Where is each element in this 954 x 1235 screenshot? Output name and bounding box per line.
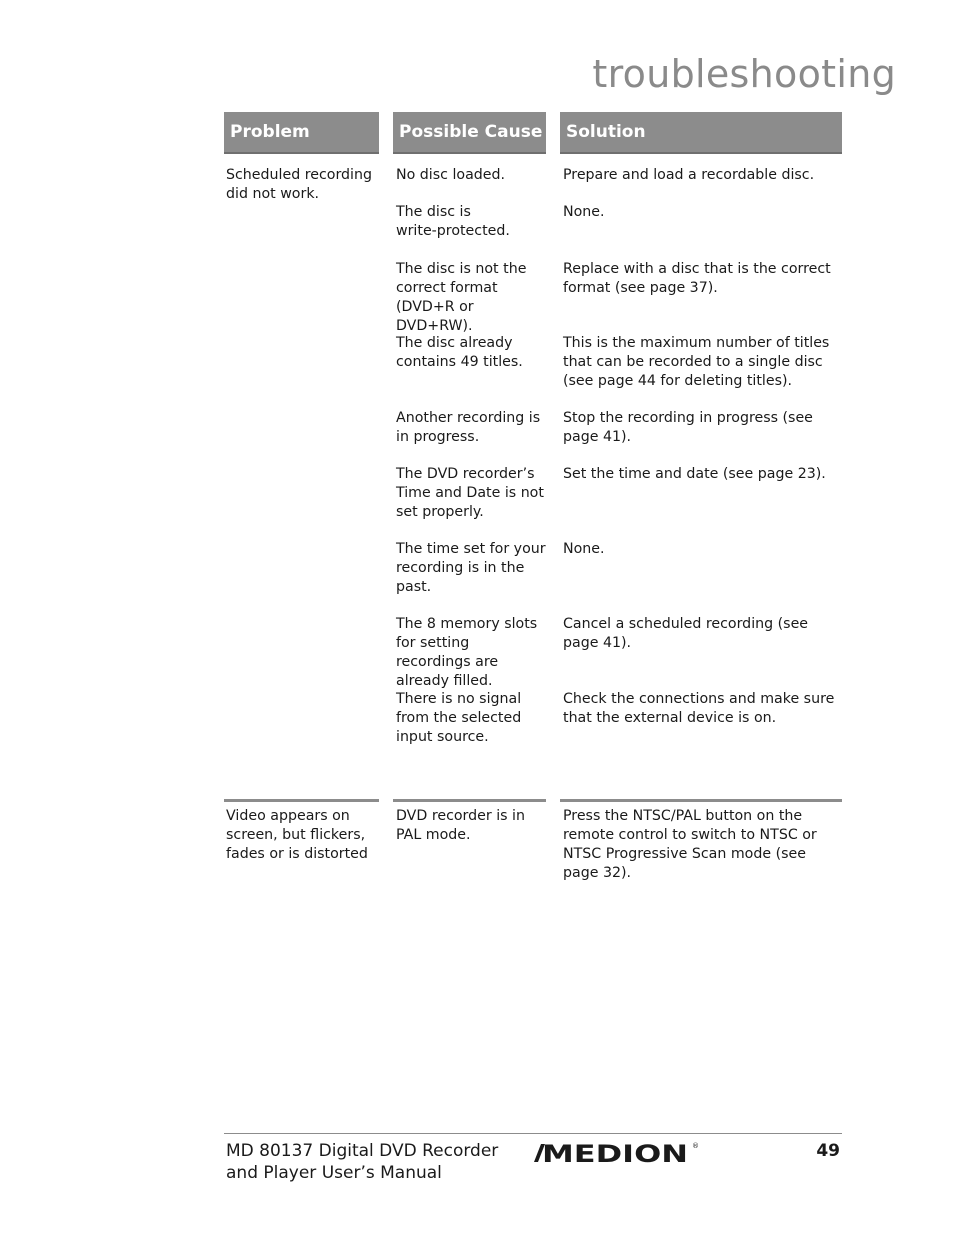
row-divider	[224, 799, 379, 802]
medion-logo-text: MEDION	[542, 1140, 688, 1166]
footer-divider	[224, 1133, 842, 1134]
page-title: troubleshooting	[592, 52, 896, 96]
medion-logo	[534, 1140, 700, 1166]
cause-cell: No disc loaded.	[396, 167, 506, 183]
problem-cell: Video appears on screen, but flickers, fades or is distorted	[226, 808, 368, 862]
cause-cell: The disc is write-protected.	[396, 204, 510, 239]
manual-title-line2: and Player User’s Manual	[226, 1163, 442, 1183]
solution-cell: Check the connections and make sure that the external device is on.	[563, 691, 835, 726]
cause-cell: The disc is not the correct format (DVD+R or DVD+RW).	[396, 261, 527, 334]
cause-cell: There is no signal from the selected input source.	[396, 691, 522, 745]
page-number: 49	[816, 1141, 840, 1161]
solution-cell: Prepare and load a recordable disc.	[563, 167, 815, 183]
solution-cell: None.	[563, 204, 605, 220]
manual-title	[226, 1140, 498, 1184]
cause-cell: The time set for your recording is in the past.	[396, 541, 546, 595]
solution-cell: Replace with a disc that is the correct format (see page 37).	[563, 261, 831, 296]
row-divider	[393, 799, 546, 802]
cause-cell: DVD recorder is in PAL mode.	[396, 808, 525, 843]
cause-cell: The DVD recorder’s Time and Date is not set properly.	[396, 466, 544, 520]
row-divider	[560, 799, 842, 802]
header-possible-cause: Possible Cause	[393, 112, 546, 154]
manual-title-line1: MD 80137 Digital DVD Recorder	[226, 1141, 499, 1161]
header-problem: Problem	[224, 112, 379, 154]
solution-cell: Set the time and date (see page 23).	[563, 466, 826, 482]
cause-cell: Another recording is in progress.	[396, 410, 541, 445]
header-solution: Solution	[560, 112, 842, 154]
solution-cell: Stop the recording in progress (see page 41).	[563, 410, 813, 445]
problem-cell: Scheduled recording did not work.	[226, 167, 372, 202]
registered-mark: ®	[692, 1142, 699, 1150]
solution-cell: This is the maximum number of titles that can be recorded to a single disc (see page 44 for deleting titles).	[563, 335, 830, 389]
cause-cell: The 8 memory slots for setting recordings are already filled.	[396, 616, 538, 689]
solution-cell: Press the NTSC/PAL button on the remote control to switch to NTSC or NTSC Progressive Scan mode (see page 32).	[563, 808, 817, 881]
solution-cell: None.	[563, 541, 605, 557]
cause-cell: The disc already contains 49 titles.	[396, 335, 523, 370]
solution-cell: Cancel a scheduled recording (see page 41).	[563, 616, 809, 651]
